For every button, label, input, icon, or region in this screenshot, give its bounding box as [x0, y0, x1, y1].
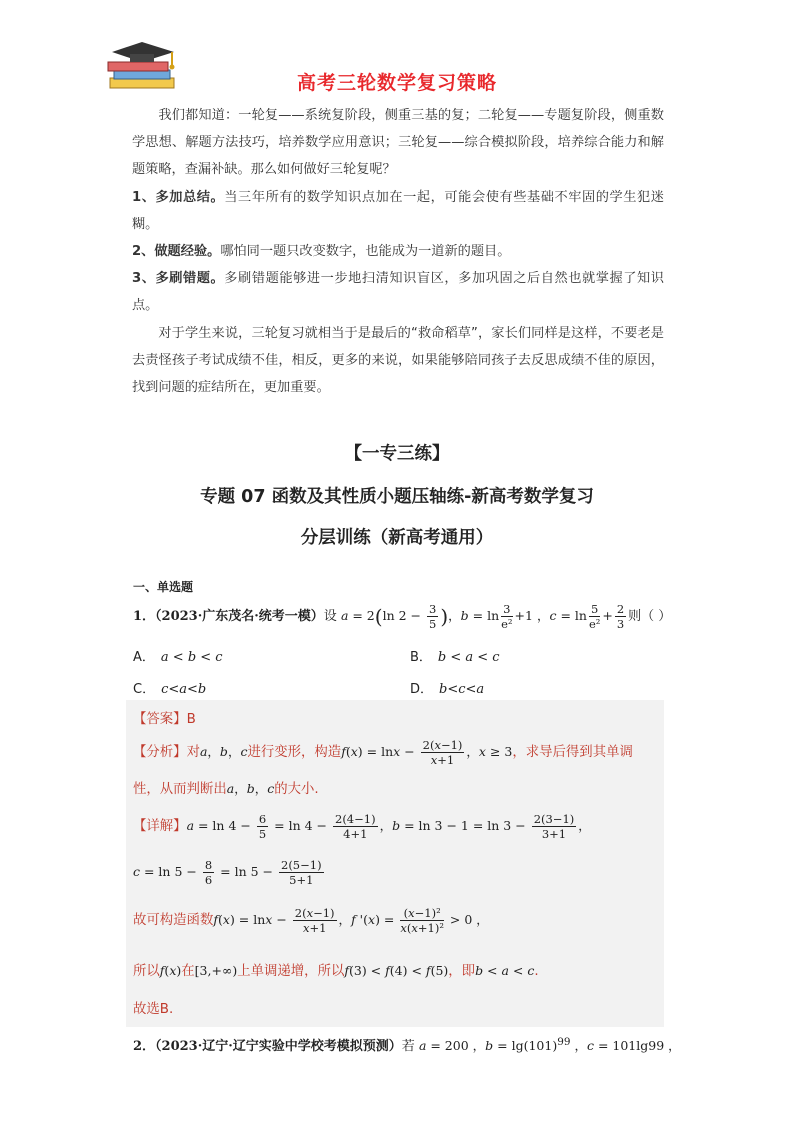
intro-block	[132, 102, 664, 401]
analysis-line-2: 性，从而判断出a，b，c的大小.	[133, 781, 319, 797]
detail-line-3: 故可构造函数f(x) = lnx − $\frac{2(x-1)}{x+1}$ ，f '(x) = $\frac{\text{(x−1)²}}{\text{x(x+1)²}}$ > 0 ，	[133, 906, 489, 935]
option-d[interactable]: D． b<c<a	[410, 682, 485, 697]
subtitle-heading: 分层训练（新高考通用）	[300, 528, 494, 548]
option-b[interactable]: B． b < a < c	[410, 650, 500, 665]
document-title: 高考三轮数学复习策略	[296, 72, 497, 94]
tip-item: 1、多加总结。当三年所有的数学知识点加在一起，可能会使有些基础不牢固的学生犯迷糊。	[132, 189, 664, 232]
analysis-line-1: 【分析】对a，b，c进行变形，构造f(x) = lnx − $\frac{2(x-1)}{x+1}$ ，x ≥ 3，求导后得到其单调	[133, 738, 633, 767]
answer-line: 【答案】B	[133, 712, 196, 727]
detail-choose: 故选B.	[133, 1002, 174, 1017]
detail-line-1: 【详解】a = ln 4 − $\frac{6}{5}$ = ln 4 − $\frac{2(4-1)}{4+1}$ ，b = ln 3 − 1 = ln 3 − $\frac{2(3-1)}{3+1}$ ，	[133, 812, 591, 841]
section-title: 一、单选题	[133, 580, 194, 594]
detail-line-4: 所以f(x)在[3,+∞)上单调递增，所以f(3) < f(4) < f(5)，即b < a < c.	[133, 963, 539, 979]
topic-heading: 专题 07 函数及其性质小题压轴练-新高考数学复习	[200, 487, 594, 507]
question-1-stem: 1．（2023·广东茂名·统考一模）设 a = 2(ln 2 − $\frac{3}{5}$ )，b = ln $\frac{3}{\text{e²}}$ +1 ，c = ln $\frac{5}{\text{e²}}$ + $\frac{2}{3}$ 则（ ）	[133, 602, 672, 631]
closing-paragraph: 对于学生来说，三轮复习就相当于是最后的“救命稻草”，家长们同样是这样，不要老是去责怪孩子考试成绩不佳，相反，更多的来说，如果能够陪同孩子去反思成绩不佳的原因，找到问题的症结所在，更加重要。	[132, 325, 664, 396]
option-a[interactable]: A． a < b < c	[133, 650, 223, 665]
intro-paragraph: 我们都知道：一轮复——系统复阶段，侧重三基的复；二轮复——专题复阶段，侧重数学思想、解题方法技巧，培养数学应用意识；三轮复——综合模拟阶段，培养综合能力和解题策略，查漏补缺。那么如何做好三轮复呢？	[132, 108, 664, 178]
tip-item: 2、做题经验。哪怕同一题只改变数字，也能成为一道新的题目。	[132, 244, 511, 260]
series-heading: 【一专三练】	[344, 444, 450, 464]
tip-item: 3、多刷错题。多刷错题能够进一步地扫清知识盲区，多加巩固之后自然也就掌握了知识点。	[132, 271, 664, 314]
option-c[interactable]: C． c<a<b	[133, 682, 207, 697]
detail-line-2: c = ln 5 − $\frac{8}{6}$ = ln 5 − $\frac{2(5-1)}{5+1}$	[133, 858, 322, 887]
question-2-stem: 2．（2023·辽宁·辽宁实验中学校考模拟预测）若 a = 200 ，$b = \lg(101)^{99}$ ，c = 101lg99 ，	[133, 1035, 681, 1054]
